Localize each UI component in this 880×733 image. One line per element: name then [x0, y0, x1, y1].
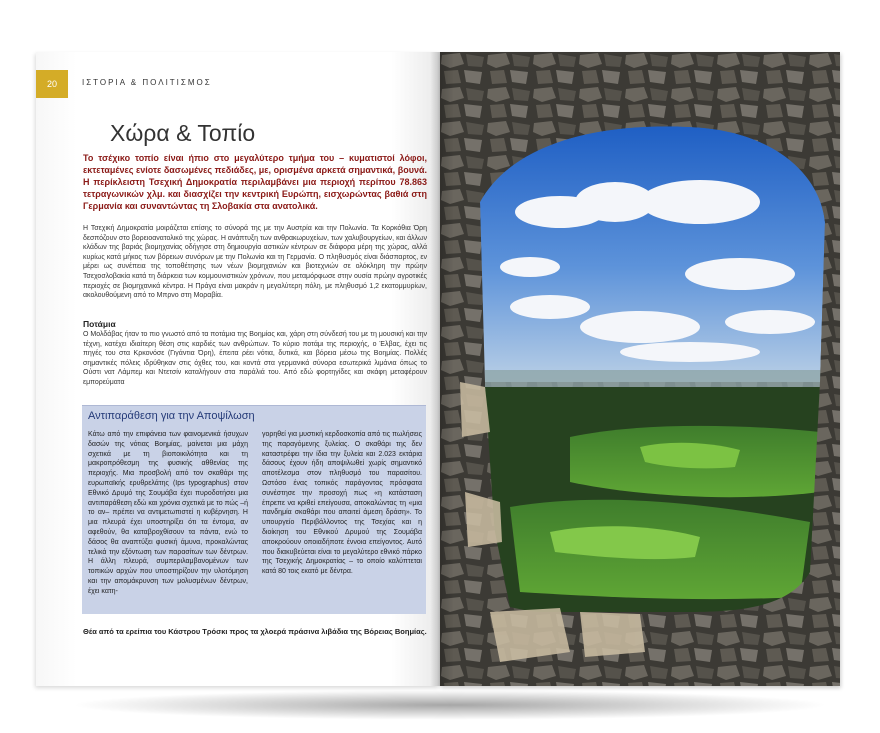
lead-paragraph: Το τσέχικο τοπίο είναι ήπιο στο μεγαλύτερο τμήμα του – κυματιστοί λόφοι, εκτεταμένες ενίοτε δασωμένες πεδιάδες, με, ορισμένα αρκετά σημαντικά, βουνά. Η περίκλειστη Τσεχική Δημοκρατία περιλαμβάνει μια περιοχή περίπου 78.863 τετραγωνικών χλμ. και διασχίζει την κεντρική Ευρώπη, εισχωρώντας βαθιά στη Γερμανία και συναντώντας τη Σλοβακία στα ανατολικά.: [83, 153, 427, 211]
subheading-rivers: Ποτάμια: [83, 319, 116, 329]
page-number: 20: [36, 70, 68, 98]
sidebar-title: Αντιπαράθεση για την Αποψίλωση: [88, 410, 255, 422]
sidebar-column-2: γορηθεί για μυστική κερδοσκοπία από τις πωλήσεις της παραγόμενης ξυλείας. Ο σκαθάρι της δεν καταστρέφει την ίδια την ξυλεία και 2.023 εκτάρια δάσους έχουν ήδη αποψιλωθεί χωρίς σημαντικό αποτέλεσμα στον πληθυσμό του παρασίτου. Ωστόσο ένας τοπικός παράγοντας πρόσφατα συνέστησε την προσοχή πως «η κατάσταση έπρεπε να κριθεί επείγουσα, αποκαλώντας τη «μια πανδημία σκαθάρι που απαιτεί άμεση δράση». Το υπουργείο Περιβάλλοντος της Τσεχίας και η διοίκηση του Εθνικού Δρυμού της Σουμάβα αποκρούουν οποιαδήποτε έννοια επείγοντος. Αυτό που διακυβεύεται είναι το μεγαλύτερο εθνικό πάρκο της Τσεχικής Δημοκρατίας – το οποίο καλύπτεται κατά 80 τοις εκατό με δέντρα.: [262, 431, 422, 576]
book-shadow: [70, 690, 830, 720]
castle-window-photo: [440, 52, 840, 686]
sidebar-box: [82, 405, 426, 614]
body-paragraph-2: Ο Μολδάβας ήταν το πιο γνωστό από τα ποτάμια της Βοημίας και, χάρη στη σύνδεσή του με τη μουσική και την τέχνη, κατέχει ιδιαίτερη θέση στις καρδιές των ανθρώπων. Το κύριο ποτάμι της περιοχής, ο Έλβας, έχει τις πηγές του στα Κρκονόσε (Γιγάντια Όρη), έπειτα ρέει νότια, δυτικά, και βόρεια μέσω της Βοημίας. Πολλές σημαντικές πόλεις ιδρύθηκαν στις όχθες του, και κοντά στα γερμανικά σύνορα εσωτερικά λιμάνια όπως το Ούστι νατ Λάμπεμ και Ντετσίν καταλήγουν στα παράλιά του. Από εδώ φορτηγίδες και σκάφη μεταφέρουν εμπορεύματα: [83, 331, 427, 386]
right-page-photo: [440, 52, 840, 686]
body-paragraph-1: Η Τσεχική Δημοκρατία μοιράζεται επίσης το σύνορά της με την Αυστρία και την Πολωνία. Τα Κορκόθια Όρη δεσπόζουν στο βορειοανατολικό της χώρας. Η ανάπτυξη των ανθρακωρυχείων, των χαλυβουργείων, και άλλων κλάδων της βαριάς βιομηχανίας οδήγησε στη δημιουργία αστικών κέντρων σε διάφορα μέρη της χώρας, αλλά κυρίως κατά μήκος των βόρειων συνόρων με την Πολωνία και τη Γερμανία. Ο πληθυσμός είναι διάσπαρτος, εν μέρει ως συνέπεια της τοποθέτησης των νέων βιομηχανιών και βιοτεχνιών σε ολόκληρη την πρώην Τσεχοσλοβακία κατά τη διάρκεια των κομμουνιστικών χρόνων, που μεταμόρφωσε στην ουσία πρώην αγροτικές περιοχές σε βιομηχανικά κέντρα. Η Πράγα είναι μακράν η μεγαλύτερη πόλη, με πληθυσμό 1,2 εκατομμυρίων, ακολουθούμενη από το Μπρνο στη Μοραβία.: [83, 225, 427, 300]
sidebar-column-1: Κάτω από την επιφάνεια των φαινομενικά ήσυχων δασών της νότιας Βοημίας, μαίνεται μια μάχη σχετικά με τη βιοποικιλότητα και τη μακροπρόθεσμη της φυσικής αθθενίας της περιοχής. Μια προσβολή από τον σκαθάρι της ευρωπαϊκής ερυθρελάτης (Ips typographus) στον Εθνικό Δρυμό της Σουμάβα έχει πυροδοτήσει μια αντιπαράθεση εδώ και χρόνια σχετικά με το πώς –ή το αν– πρέπει να αντιμετωπιστεί η κυβέρνηση. Η μια πλευρά έχει υποστηρίξει ότι τα έντομα, αν αφεθούν, θα καταβροχθίσουν τα πάντα, ενώ το δάσος θα αναπτύξει φυσική άμυνα, προκαλώντας τελικά την εξόντωση των παρασίτων των δέντρων. Η άλλη πλευρά, συμπεριλαμβανομένων των τοπικών αρχών που υποστηρίζουν την υλοτόμηση και την απομάκρυνση των μολυσμένων δέντρων, έχει κατη-: [88, 431, 248, 595]
running-head: ΙΣΤΟΡΙΑ & ΠΟΛΙΤΙΣΜΟΣ: [82, 78, 212, 87]
photo-caption: Θέα από τα ερείπια του Κάστρου Τρόσκι προς τα χλοερά πράσινα λιβάδια της Βόρειας Βοημίας.: [83, 627, 427, 636]
page-title: Χώρα & Τοπίο: [110, 120, 256, 146]
left-page: [36, 52, 440, 686]
